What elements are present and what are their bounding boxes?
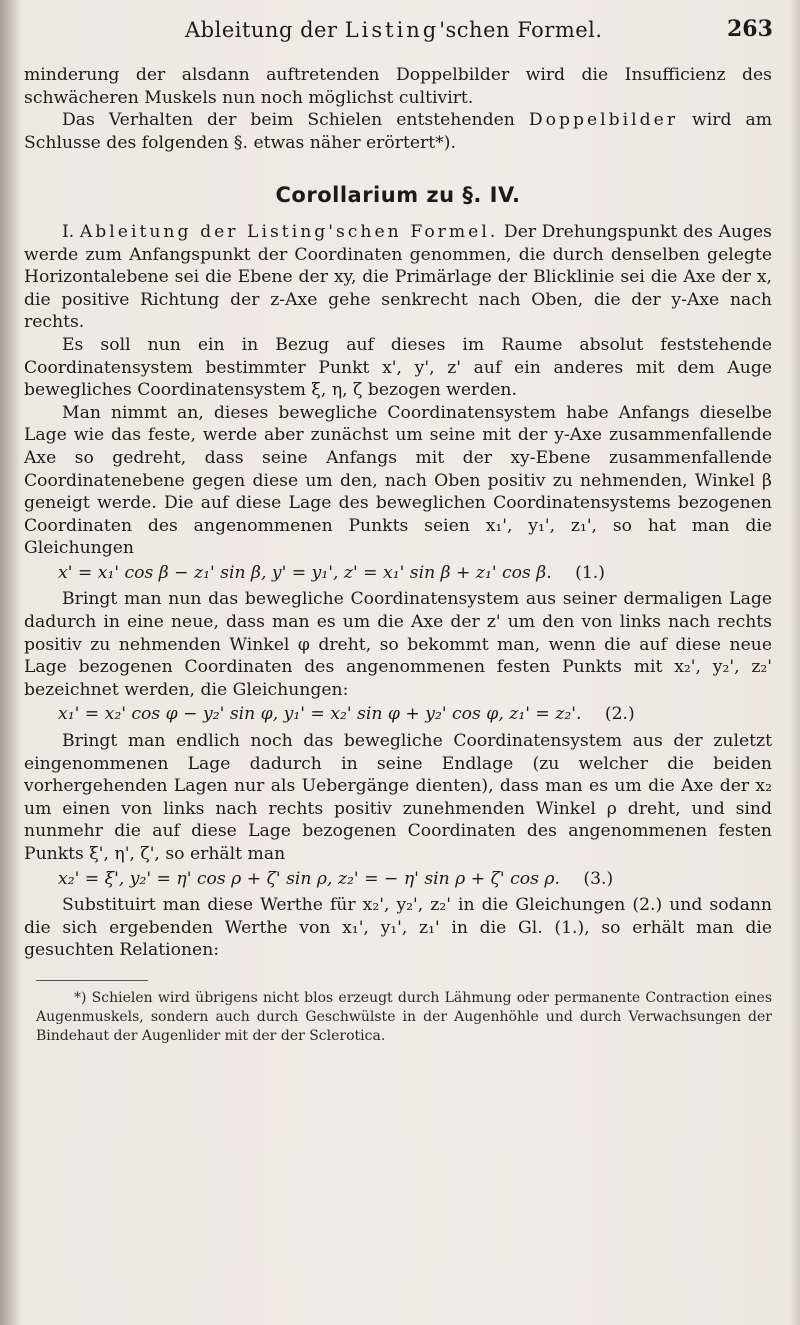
running-title-suffix: 'schen Formel. — [439, 18, 603, 42]
paragraph-doppelbilder-b: wird am Schlusse des folgenden §. etwas näher erörtert*). — [24, 110, 772, 153]
footnote: *) Schielen wird übrigens nicht blos erzeugt durch Lähmung oder permanente Contraction eines Augenmuskels, sondern auch durch Geschwülste in der Augenhöhle und durch Verwachsungen der Bindehaut der Augenlider mit der der Sclerotica. — [36, 989, 772, 1044]
paragraph-second-rotation: Bringt man nun das bewegliche Coordinatensystem aus seiner dermaligen Lage dadurch in eine neue, dass man es um die Axe der z' um den von links nach rechts positiv zu nehmenden Winkel φ dreht, so bekommt man, wenn die auf diese neue Lage bezogenen Coordinaten des angenommenen festen Punkts mit x₂', y₂', z₂' bezeichnet werden, die Gleichungen: — [24, 589, 772, 700]
paragraph-doppelbilder-a: Das Verhalten der beim Schielen entstehenden — [62, 110, 515, 131]
paragraph-ableitung-text: Der Drehungspunkt des Auges werde zum Anfangspunkt der Coordinaten genommen, die durch denselben gelegte Horizontalebene sei die Ebene der xy, die Primärlage der Blicklinie sei die Axe der x, die positive Richtung der z-Axe gehe senkrecht nach Oben, die der y-Axe nach rechts. — [24, 221, 772, 333]
equation-3-number: (3.) — [583, 868, 614, 889]
paragraph-third-rotation: Bringt man endlich noch das bewegliche Coordinatensystem aus der zuletzt eingenommenen Lage dadurch in seine Endlage (zu welcher die beiden vorhergehenden Lagen nur als Uebergänge dienten), dass man es um die Axe der x₂ um einen von links nach rechts positiv zunehmenden Winkel ρ dreht, und sind nunmehr die auf diese Lage bezogenen Coordinaten des angenommenen festen Punkts ξ', η', ζ', so erhält man — [24, 731, 772, 864]
binding-shadow — [0, 0, 22, 1325]
equation-3 — [24, 868, 772, 891]
equation-1 — [24, 562, 772, 585]
running-title-name: Listing — [344, 18, 440, 42]
equation-1-number: (1.) — [575, 562, 605, 583]
equation-3-body: x₂' = ξ', y₂' = η' cos ρ + ζ' sin ρ, z₂' = − η' sin ρ + ζ' cos ρ. — [58, 868, 560, 889]
equation-2-number: (2.) — [604, 704, 635, 725]
footnote-divider — [36, 980, 148, 981]
paragraph-doppelbilder — [24, 109, 772, 154]
paragraph-ableitung-number: I. — [62, 221, 75, 242]
paragraph-doppelbilder-term: Doppelbilder — [528, 110, 679, 131]
equation-2 — [24, 703, 772, 726]
paragraph-ableitung — [24, 221, 772, 334]
equation-2-body: x₁' = x₂' cos φ − y₂' sin φ, y₁' = x₂' sin φ + y₂' cos φ, z₁' = z₂'. — [58, 704, 582, 725]
running-head — [0, 14, 800, 54]
section-heading: Corollarium zu §. IV. — [275, 183, 521, 208]
page-number: 263 — [727, 16, 773, 42]
paragraph-ableitung-title: Ableitung der Listing'schen Formel. — [79, 221, 499, 242]
body-text — [24, 64, 772, 1046]
page-edge-shadow — [790, 0, 800, 1325]
running-title — [185, 18, 603, 42]
running-title-prefix: Ableitung der — [185, 18, 338, 42]
paragraph-coordinate-system: Es soll nun ein in Bezug auf dieses im Raume absolut feststehende Coordinatensystem bestimmter Punkt x', y', z' auf ein anderes mit dem Auge bewegliches Coordinatensystem ξ, η, ζ bezogen werden. — [24, 334, 772, 401]
equation-1-body: x' = x₁' cos β − z₁' sin β, y' = y₁', z' = x₁' sin β + z₁' cos β. — [58, 562, 552, 583]
paragraph-first-rotation: Man nimmt an, dieses bewegliche Coordinatensystem habe Anfangs dieselbe Lage wie das feste, werde aber zunächst um seine mit der y-Axe zusammenfallende Axe so gedreht, dass seine Anfangs mit der xy-Ebene zusammenfallende Coordinatenebene gegen diese um den, nach Oben positiv zu nehmenden, Winkel β geneigt werde. Die auf diese Lage des beweglichen Coordinatensystems bezogenen Coordinaten des angenommenen Punkts seien x₁', y₁', z₁', so hat man die Gleichungen — [24, 402, 772, 559]
paragraph-substitution: Substituirt man diese Werthe für x₂', y₂', z₂' in die Gleichungen (2.) und sodann die sich ergebenden Werthe von x₁', y₁', z₁' in die Gl. (1.), so erhält man die gesuchten Relationen: — [24, 895, 772, 961]
paragraph-continuation: minderung der alsdann auftretenden Doppelbilder wird die Insufficienz des schwächeren Muskels nun noch möglichst cultivirt. — [24, 65, 772, 108]
